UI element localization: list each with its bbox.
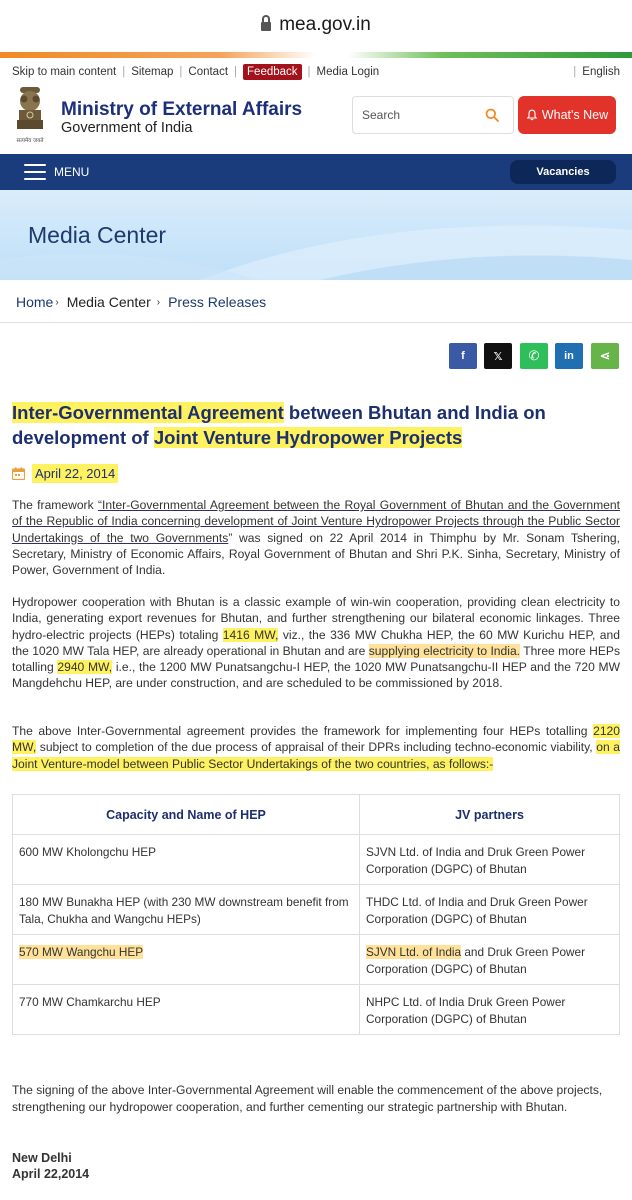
browser-url-bar[interactable] bbox=[0, 0, 632, 50]
p2-text-d: i.e., the 1200 MW Punatsangchu-I HEP, the 1020 MW Punatsangchu-II HEP and the 720 MW Mangdehchu HEP, are under construction, and are scheduled to be commissioned by 2018. bbox=[12, 660, 620, 691]
article-date bbox=[12, 464, 118, 483]
title-highlight-2: Joint Venture Hydropower Projects bbox=[153, 427, 463, 448]
utility-bar bbox=[0, 62, 632, 84]
ministry-title[interactable]: Ministry of External Affairs bbox=[61, 99, 303, 120]
whats-new-button[interactable] bbox=[518, 96, 616, 134]
p3-text-b: subject to completion of the due process of appraisal of their DPRs including techno-economic viability, bbox=[36, 740, 597, 755]
table-row bbox=[13, 885, 620, 935]
separator: | bbox=[234, 66, 238, 78]
contact-link[interactable]: Contact bbox=[188, 66, 229, 78]
sign-place: New Delhi bbox=[12, 1151, 72, 1165]
p2-highlight-2940: 2940 MW, bbox=[57, 660, 113, 675]
linkedin-share-button[interactable] bbox=[555, 343, 583, 369]
table-row bbox=[13, 935, 620, 985]
search-placeholder: Search bbox=[362, 108, 401, 122]
title-middle: between Bhutan and India on development of bbox=[12, 402, 546, 448]
table-cell-hep-highlight: 570 MW Wangchu HEP bbox=[19, 945, 144, 959]
page-title: Media Center bbox=[28, 222, 167, 248]
table-cell-hep: 600 MW Kholongchu HEP bbox=[13, 835, 360, 885]
search-icon[interactable] bbox=[485, 108, 499, 122]
breadcrumb-media-center[interactable]: Media Center bbox=[66, 294, 151, 310]
article-title bbox=[12, 400, 624, 450]
search-input[interactable] bbox=[352, 96, 514, 134]
x-icon: 𝕏 bbox=[493, 350, 503, 363]
table-cell-partner: THDC Ltd. of India and Druk Green Power Corporation (DGPC) of Bhutan bbox=[360, 885, 620, 935]
p2-highlight-1416: 1416 MW, bbox=[222, 627, 279, 642]
p2-text-c: Three more HEPs totalling bbox=[12, 643, 620, 675]
p2-text-a: Hydropower cooperation with Bhutan is a classic example of win-win cooperation, providing clean electricity to India, generating export revenues for Bhutan, and further strengthening our bilateral economic linkages. Three hydro-electric projects (HEPs) totaling bbox=[12, 595, 620, 642]
hep-table bbox=[12, 794, 620, 1035]
separator: | bbox=[122, 66, 126, 78]
sitemap-link[interactable]: Sitemap bbox=[131, 66, 174, 78]
linkedin-icon: in bbox=[564, 350, 574, 362]
skip-link[interactable]: Skip to main content bbox=[12, 66, 117, 78]
national-emblem-icon[interactable] bbox=[12, 86, 48, 146]
separator: | bbox=[179, 66, 183, 78]
whats-new-label: What's New bbox=[541, 108, 609, 122]
url-text: mea.gov.in bbox=[279, 14, 371, 35]
x-share-button[interactable] bbox=[484, 343, 512, 369]
emblem-motto: सत्यमेव जयते bbox=[16, 138, 44, 144]
table-cell-partner-highlight: SJVN Ltd. of India bbox=[366, 945, 462, 959]
table-cell-partner: SJVN Ltd. of India and Druk Green Power Corporation (DGPC) of Bhutan bbox=[360, 835, 620, 885]
p3-highlight-2120: 2120 MW, bbox=[12, 724, 620, 755]
feedback-button[interactable]: Feedback bbox=[243, 64, 302, 80]
main-nav bbox=[0, 154, 632, 190]
facebook-icon: f bbox=[461, 350, 465, 362]
separator: | bbox=[573, 66, 577, 78]
whatsapp-icon: ✆ bbox=[528, 348, 540, 363]
government-subtitle: Government of India bbox=[61, 120, 193, 136]
table-cell-hep bbox=[13, 935, 360, 985]
table-row bbox=[13, 985, 620, 1035]
share-icon: ⋖ bbox=[599, 348, 611, 363]
share-button[interactable] bbox=[591, 343, 619, 369]
site-header bbox=[0, 86, 632, 150]
media-login-link[interactable]: Media Login bbox=[316, 66, 380, 78]
breadcrumb bbox=[16, 294, 266, 310]
sign-date: April 22,2014 bbox=[12, 1167, 90, 1181]
table-cell-partner: NHPC Ltd. of India Druk Green Power Corporation (DGPC) of Bhutan bbox=[360, 985, 620, 1035]
page-banner bbox=[0, 190, 632, 280]
p1-agreement-title: “Inter-Governmental Agreement between the Royal Government of Bhutan and the Government of the Republic of India concerning development of Joint Venture Hydropower Projects through the Public Sector Undertakings of the two Governments bbox=[12, 498, 620, 545]
p3-highlight-jv: on a Joint Venture-model between Public Sector Undertakings of the two countries, as follows:- bbox=[12, 740, 620, 771]
paragraph-2 bbox=[12, 594, 620, 692]
separator: | bbox=[307, 66, 311, 78]
chevron-right-icon: › bbox=[156, 296, 161, 308]
menu-button[interactable] bbox=[24, 164, 89, 180]
calendar-icon bbox=[12, 467, 25, 480]
vacancies-button[interactable]: Vacancies bbox=[510, 160, 616, 184]
paragraph-3 bbox=[12, 723, 620, 772]
divider bbox=[0, 322, 632, 323]
paragraph-1 bbox=[12, 497, 620, 578]
table-cell-hep: 180 MW Bunakha HEP (with 230 MW downstream benefit from Tala, Chukha and Wangchu HEPs) bbox=[13, 885, 360, 935]
hamburger-icon bbox=[24, 164, 46, 180]
table-header-capacity: Capacity and Name of HEP bbox=[13, 795, 360, 835]
whatsapp-share-button[interactable] bbox=[520, 343, 548, 369]
title-highlight-1: Inter-Governmental Agreement bbox=[12, 402, 284, 423]
p2-text-b: viz., the 336 MW Chukha HEP, the 60 MW Kurichu HEP, and the 1020 MW Tala HEP, are already operational in Bhutan and are bbox=[12, 627, 620, 658]
date-text: April 22, 2014 bbox=[32, 464, 118, 483]
closing-paragraph: The signing of the above Inter-Governmental Agreement will enable the commencement of the above projects, strengthening our hydropower cooperation, and further cementing our strategic partnership with Bhutan. bbox=[12, 1083, 603, 1114]
breadcrumb-home[interactable]: Home bbox=[16, 294, 54, 310]
facebook-share-button[interactable] bbox=[449, 343, 477, 369]
lock-icon bbox=[261, 20, 271, 32]
bell-icon bbox=[526, 109, 538, 121]
breadcrumb-current[interactable]: Press Releases bbox=[168, 294, 267, 310]
chevron-right-icon: › bbox=[55, 296, 59, 308]
tricolor-strip bbox=[0, 52, 632, 58]
p2-highlight-supply: supplying electricity to India. bbox=[368, 643, 521, 658]
table-cell-partner-rest: and Druk Green Power Corporation (DGPC) of Bhutan bbox=[366, 945, 586, 976]
p3-text-a: The above Inter-Governmental agreement provides the framework for implementing four HEPs totalling bbox=[12, 724, 594, 738]
signature-block bbox=[12, 1150, 89, 1182]
p1-lead: The framework bbox=[12, 498, 98, 512]
table-header-partners: JV partners bbox=[360, 795, 620, 835]
table-cell-hep: 770 MW Chamkarchu HEP bbox=[13, 985, 360, 1035]
p1-rest: ” was signed on 22 April 2014 in Thimphu by Mr. Sonam Tshering, Secretary, Ministry of Economic Affairs, Royal Government of Bhutan and Shri P.K. Sinha, Secretary, Ministry of Power, Government of India. bbox=[12, 530, 621, 578]
menu-label: MENU bbox=[54, 165, 90, 179]
language-select[interactable]: English bbox=[582, 66, 620, 78]
table-row bbox=[13, 835, 620, 885]
table-cell-partner bbox=[360, 935, 620, 985]
